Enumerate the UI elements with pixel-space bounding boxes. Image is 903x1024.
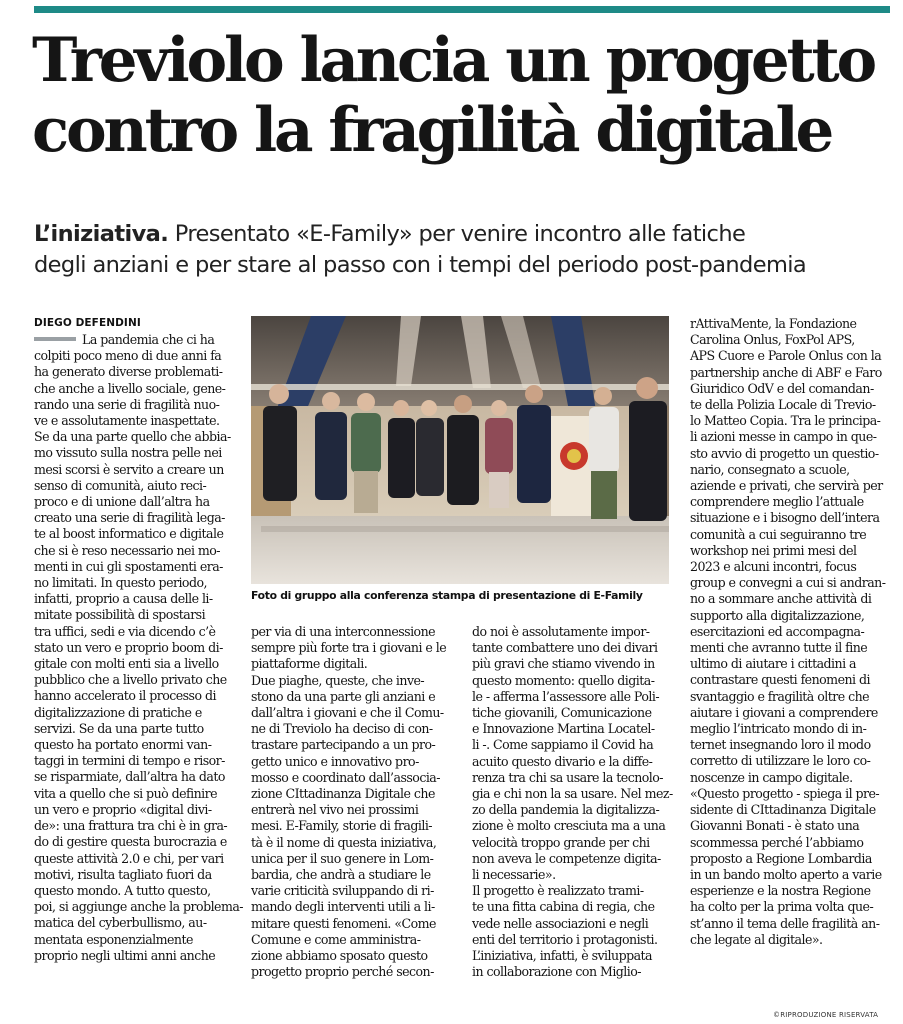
column-text-line: in collaborazione con Miglio- (472, 964, 642, 980)
column-text-line: pubblico che a livello privato che (34, 672, 227, 688)
column-text-line: Se da una parte quello che abbia- (34, 429, 231, 445)
column-text-line: che legate al digitale». (690, 931, 823, 947)
column-text-line: servizi. Se da una parte tutto (34, 720, 204, 736)
column-text-line: dall’altra i giovani e che il Comu- (251, 705, 444, 721)
column-text-line: sidente di CIttadinanza Digitale (690, 802, 876, 818)
column-text-line: sto avvio di progetto un questio- (690, 445, 879, 461)
column-text-line: ternet insegnando loro il modo (690, 737, 871, 753)
column-text-line: questo ha portato enormi van- (34, 737, 212, 753)
column-text-line: queste attività 2.0 e chi, per vari (34, 850, 224, 866)
column-text-line: bardia, che andrà a studiare le (251, 867, 431, 883)
byline: DIEGO DEFENDINI (34, 317, 141, 329)
copyright-notice: ©RIPRODUZIONE RISERVATA (773, 1011, 879, 1019)
column-text-line: trastare partecipando a un pro- (251, 737, 436, 753)
column-text-line: non aveva le competenze digita- (472, 850, 661, 866)
column-text-line: e Innovazione Martina Locatel- (472, 721, 655, 737)
column-text-line: senso di comunità, aiuto reci- (34, 477, 207, 493)
column-text-line: La pandemia che ci ha (82, 332, 215, 347)
column-text-line: ha colto per la prima volta que- (690, 899, 874, 915)
column-text-line: li azioni messe in campo in que- (690, 429, 877, 445)
column-text-line: proposto a Regione Lombardia (690, 850, 872, 866)
column-text-line: do di gestire questa burocrazia e (34, 834, 227, 850)
column-text-line: proco e di unione dall’altra ha (34, 494, 210, 510)
column-text-line: li -. Come sappiamo il Covid ha (472, 737, 654, 753)
column-text-line: ultimo di aiutare i cittadini a (690, 656, 856, 672)
column-text-line: poi, si aggiunge anche la problema- (34, 899, 244, 915)
column-text-line: menti in cui gli spostamenti era- (34, 558, 223, 574)
column-text-line: no a sommare anche attività di (690, 591, 872, 607)
column-text-line: esperienze e la nostra Regione (690, 883, 871, 899)
column-text-line: stato un vero e proprio boom di- (34, 639, 223, 655)
column-text-line: Carolina Onlus, FoxPol APS, (690, 332, 855, 348)
column-text-line: Comune e come amministra- (251, 931, 421, 947)
column-text-line: 2023 e alcuni incontri, focus (690, 559, 857, 575)
column-text-line: te una fitta cabina di regia, che (472, 899, 655, 915)
column-text-line: mesi scorsi è servito a creare un (34, 461, 224, 477)
column-text-line: piattaforme digitali. (251, 656, 368, 672)
column-text-line: corretto di utilizzare le loro co- (690, 753, 871, 769)
column-text-line: scommessa perché l’abbiamo (690, 834, 864, 850)
column-text-line: workshop nei primi mesi del (690, 542, 857, 558)
column-text-line: digitalizzazione di pratiche e (34, 704, 202, 720)
column-text-line: de»: una frattura tra chi è in gra- (34, 818, 228, 834)
column-text-line: tiche giovanili, Comunicazione (472, 705, 652, 721)
column-text-line: rando una serie di fragilità nuo- (34, 396, 220, 412)
column-text-line: do noi è assolutamente impor- (472, 624, 650, 639)
column-text-line: getto unico e innovativo pro- (251, 753, 419, 769)
column-text-line: in un bando molto aperto a varie (690, 866, 882, 882)
column-text-line: st’anno il tema delle fragilità an- (690, 915, 880, 931)
column-text-line: ve e assolutamente inaspettate. (34, 413, 220, 429)
column-text-line: meglio l’intricato mondo di in- (690, 721, 867, 737)
column-text-first-line (34, 332, 234, 348)
column-text-line: menti che avranno tutte il fine (690, 640, 868, 656)
column-text-line: partnership anche di ABF e Faro (690, 364, 882, 380)
group-photo-image (251, 316, 669, 584)
column-text-line: L’iniziativa, infatti, è sviluppata (472, 948, 653, 964)
column-text-line: aiutare i giovani a comprendere (690, 704, 878, 720)
column-text-line: rAttivaMente, la Fondazione (690, 316, 857, 331)
column-text-line: tà è il nome di questa iniziativa, (251, 834, 437, 850)
column-text-line: ha generato diverse problemati- (34, 364, 223, 380)
column-text-line: che anche a livello sociale, gene- (34, 380, 226, 396)
column-text-line: comprendere meglio l’attuale (690, 494, 864, 510)
column-text-line: colpiti poco meno di due anni fa (34, 348, 222, 364)
column-text-line: motivi, risulta tagliato fuori da (34, 866, 212, 882)
column-text-line: zione CIttadinanza Digitale che (251, 786, 435, 802)
column-text-line: tra uffici, sedi e via dicendo c’è (34, 623, 216, 639)
column-text-line: gitale con molti enti sia a livello (34, 656, 219, 672)
column-text-line: unica per il suo genere in Lom- (251, 850, 434, 866)
column-text-line: sempre più forte tra i giovani e le (251, 640, 447, 656)
column-text-line: mitate possibilità di spostarsi (34, 607, 206, 623)
subheadline-line-2: degli anziani e per stare al passo con i tempi del periodo post-pandemia (34, 252, 807, 278)
headline-line-1: Treviolo lancia un progetto (32, 25, 874, 96)
article-column-4 (690, 316, 890, 948)
column-text-line: varie criticità sviluppando di ri- (251, 883, 434, 899)
column-text-line: progetto proprio perché secon- (251, 964, 434, 980)
column-text-line: lo Matteo Copia. Tra le principa- (690, 413, 881, 429)
column-text-line: le - afferma l’assessore alle Poli- (472, 688, 660, 704)
column-text-line: svantaggio e fragilità oltre che (690, 688, 870, 704)
column-text-line: taggi in termini di tempo e risor- (34, 753, 225, 769)
column-text-line: Il progetto è realizzato trami- (472, 883, 644, 899)
column-text-line: infatti, proprio a causa delle li- (34, 591, 213, 607)
column-text-line: vita a quello che si può definire (34, 785, 218, 801)
column-text-line: per via di una interconnessione (251, 624, 436, 639)
headline (32, 26, 892, 166)
column-text-line: stono da una parte gli anziani e (251, 688, 436, 704)
column-text-line: enti del territorio i protagonisti. (472, 931, 658, 947)
column-text-line: Giovanni Bonati - è stato una (690, 818, 860, 834)
column-text-line: nario, consegnato a scuole, (690, 461, 850, 477)
subheadline-line-1-text: Presentato «E-Family» per venire incontro alle fatiche (168, 221, 746, 247)
column-text-line: te della Polizia Locale di Trevio- (690, 397, 876, 413)
subheadline-kicker: L’iniziativa. (34, 221, 169, 247)
column-text-line: questo mondo. A tutto questo, (34, 882, 211, 898)
column-text-line: te al boost informatico e digitale (34, 526, 224, 542)
column-text-line: renza tra chi sa usare la tecnolo- (472, 769, 664, 785)
column-text-line: che si è reso necessario nei mo- (34, 542, 221, 558)
column-text-line: mitare questi fenomeni. «Come (251, 915, 436, 931)
column-text-line: comunità a cui seguiranno tre (690, 526, 867, 542)
article-column-2 (251, 624, 456, 980)
column-text-line: vede nelle associazioni e negli (472, 915, 649, 931)
column-text-line: creato una serie di fragilità lega- (34, 510, 225, 526)
column-text-line: tante combattere uno dei divari (472, 640, 658, 656)
column-text-line: mentata esponenzialmente (34, 931, 193, 947)
column-text-line: aziende e privati, che servirà per (690, 478, 883, 494)
column-text-line: mo vissuto sulla nostra pelle nei (34, 445, 222, 461)
column-text-line: supporto alla digitalizzazione, (690, 607, 865, 623)
column-text-line: zione è molto cresciuta ma a una (472, 818, 666, 834)
column-text-line: zione abbiamo sposato questo (251, 948, 428, 964)
column-text-line: proprio negli ultimi anni anche (34, 947, 216, 963)
column-text-line: mando degli interventi utili a li- (251, 899, 435, 915)
column-text-line: zo della pandemia la digitalizza- (472, 802, 660, 818)
column-text-line: più gravi che stiamo vivendo in (472, 656, 655, 672)
top-accent-rule (34, 6, 890, 13)
column-text-line: entrerà nel vivo nei prossimi (251, 802, 419, 818)
subheadline-line-1 (34, 219, 894, 250)
column-text-line: «Questo progetto - spiega il pre- (690, 785, 880, 801)
photo-caption: Foto di gruppo alla conferenza stampa di presentazione di E-Family (251, 589, 643, 602)
column-text-line: no limitati. In questo periodo, (34, 575, 207, 591)
column-text-line: mosso e coordinato dall’associa- (251, 769, 440, 785)
column-text-line: questo momento: quello digita- (472, 672, 655, 688)
subheadline (34, 219, 894, 281)
column-text-line: situazione e i bisogno dell’intera (690, 510, 880, 526)
lead-dash (34, 337, 76, 341)
headline-line-2: contro la fragilità digitale (32, 95, 832, 166)
column-text-line: hanno accelerato il processo di (34, 688, 216, 704)
article-column-1 (34, 332, 244, 964)
article-column-3 (472, 624, 672, 980)
column-text-line: Giuridico OdV e del comandan- (690, 380, 874, 396)
column-text-line: mesi. E-Family, storie di fragili- (251, 818, 433, 834)
column-text-line: matica del cyberbullismo, au- (34, 915, 207, 931)
column-text-line: noscenze in campo digitale. (690, 769, 853, 785)
column-text-line: acuito questo divario e la diffe- (472, 753, 653, 769)
column-text-line: group e convegni a cui si andran- (690, 575, 886, 591)
column-text-line: ne di Treviolo ha deciso di con- (251, 721, 433, 737)
column-text-line: un vero e proprio «digital divi- (34, 801, 212, 817)
column-text-line: Due piaghe, queste, che inve- (251, 672, 425, 688)
group-photo (251, 316, 669, 584)
column-text-line: contrastare questi fenomeni di (690, 672, 870, 688)
column-text-line: APS Cuore e Parole Onlus con la (690, 348, 882, 364)
column-text-line: se risparmiate, dall’altra ha dato (34, 769, 225, 785)
column-text-line: velocità troppo grande per chi (472, 834, 650, 850)
column-text-line: gia e chi non la sa usare. Nel mez- (472, 786, 673, 802)
column-text-line: li necessarie». (472, 867, 556, 883)
column-text-line: esercitazioni ed accompagna- (690, 623, 865, 639)
